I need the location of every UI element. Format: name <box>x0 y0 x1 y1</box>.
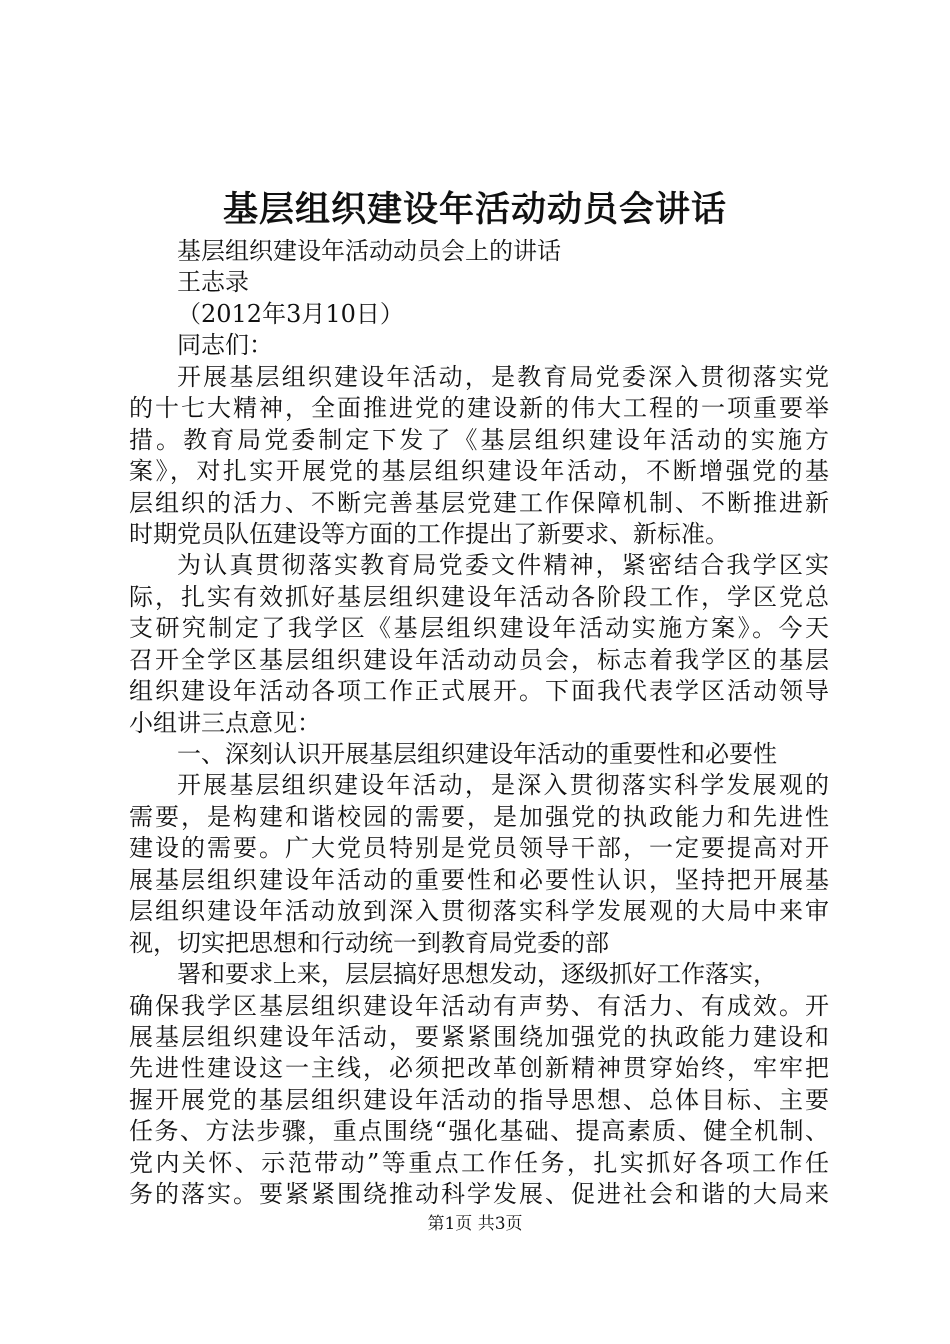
paragraph-line: 案》，对扎实开展党的基层组织建设年活动，不断增强党的基 <box>129 457 829 486</box>
paragraph-line: 署和要求上来，层层搞好思想发动，逐级抓好工作落实， <box>177 960 777 989</box>
paragraph-line: 务的落实。要紧紧围绕推动科学发展、促进社会和谐的大局来 <box>129 1180 829 1209</box>
paragraph-line: 展基层组织建设年活动的重要性和必要性认识，坚持把开展基 <box>129 865 829 894</box>
paragraph-line: 需要，是构建和谐校园的需要，是加强党的执政能力和先进性 <box>129 802 829 831</box>
paragraph-line: 时期党员队伍建设等方面的工作提出了新要求、新标准。 <box>129 519 729 548</box>
paragraph-line: 开展基层组织建设年活动，是深入贯彻落实科学发展观的 <box>177 771 829 800</box>
subtitle-line: 基层组织建设年活动动员会上的讲话 <box>177 237 561 265</box>
paragraph-line: 召开全学区基层组织建设年活动动员会，标志着我学区的基层 <box>129 645 829 674</box>
author-line: 王志录 <box>177 268 249 297</box>
paragraph-line: 的十七大精神，全面推进党的建设新的伟大工程的一项重要举 <box>129 394 829 423</box>
paragraph-line: 视，切实把思想和行动统一到教育局党委的部 <box>129 928 609 957</box>
paragraph-line: 任务、方法步骤，重点围绕“强化基础、提高素质、健全机制、 <box>129 1117 829 1146</box>
salutation-line: 同志们： <box>177 331 273 360</box>
paragraph-line: 开展基层组织建设年活动，是教育局党委深入贯彻落实党 <box>177 362 829 391</box>
document-title: 基层组织建设年活动动员会讲话 <box>222 189 727 230</box>
paragraph-line: 建设的需要。广大党员特别是党员领导干部，一定要提高对开 <box>129 834 829 863</box>
paragraph-line: 层组织建设年活动放到深入贯彻落实科学发展观的大局中来审 <box>129 897 829 926</box>
paragraph-line: 展基层组织建设年活动，要紧紧围绕加强党的执政能力建设和 <box>129 1022 829 1051</box>
paragraph-line: 支研究制定了我学区《基层组织建设年活动实施方案》。今天 <box>129 614 829 643</box>
date-line: （2012年3月10日） <box>177 299 404 328</box>
section-heading: 一、深刻认识开展基层组织建设年活动的重要性和必要性 <box>177 740 777 768</box>
paragraph-line: 先进性建设这一主线，必须把改革创新精神贯穿始终，牢牢把 <box>129 1054 829 1083</box>
paragraph-line: 为认真贯彻落实教育局党委文件精神，紧密结合我学区实 <box>177 551 829 580</box>
paragraph-line: 握开展党的基层组织建设年活动的指导思想、总体目标、主要 <box>129 1085 829 1114</box>
document-body <box>129 236 829 1211</box>
paragraph-line: 际，扎实有效抓好基层组织建设年活动各阶段工作，学区党总 <box>129 582 829 611</box>
paragraph-line: 确保我学区基层组织建设年活动有声势、有活力、有成效。开 <box>129 991 829 1020</box>
paragraph-line: 层组织的活力、不断完善基层党建工作保障机制、不断推进新 <box>129 488 829 517</box>
page-number-footer: 第1页 共3页 <box>427 1214 523 1234</box>
paragraph-line: 措。教育局党委制定下发了《基层组织建设年活动的实施方 <box>129 425 829 454</box>
paragraph-line: 党内关怀、示范带动”等重点工作任务，扎实抓好各项工作任 <box>129 1148 829 1177</box>
paragraph-line: 组织建设年活动各项工作正式展开。下面我代表学区活动领导 <box>129 677 829 706</box>
paragraph-line: 小组讲三点意见： <box>129 708 321 737</box>
